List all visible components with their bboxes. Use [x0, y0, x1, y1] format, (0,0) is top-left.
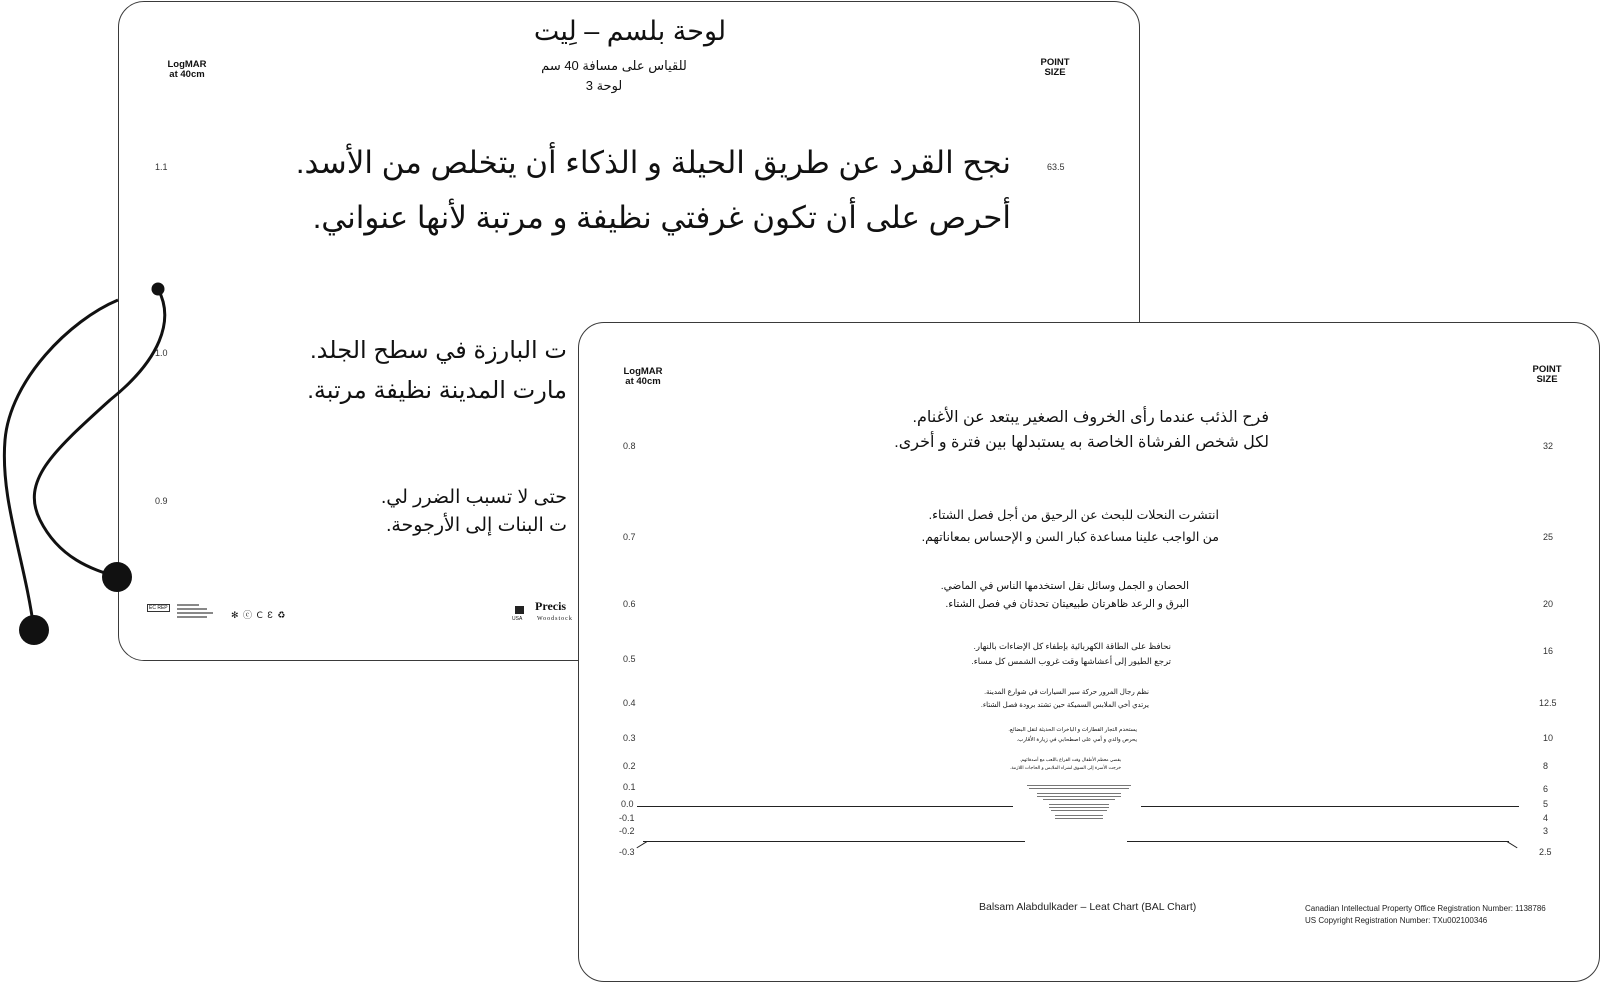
reading-line: يقضي معظم الأطفال وقت الفراغ باللعب مع أصدقائهم. [1020, 757, 1121, 762]
reading-line: ت البنات إلى الأرجوحة. [386, 515, 567, 536]
microprint-block [1019, 783, 1139, 821]
chart-subtitle: للقياس على مسافة 40 سم [541, 58, 687, 73]
baseline-rule [1127, 841, 1509, 842]
point-size-value: 25 [1543, 532, 1554, 542]
cord-end-bead [19, 615, 49, 645]
logmar-label: LogMAR at 40cm [623, 366, 663, 387]
front-chart-card [578, 322, 1600, 982]
point-size-value: 10 [1543, 733, 1554, 743]
reading-line: نظم رجال المرور حركة سير السيارات في شوارع المدينة. [984, 689, 1149, 696]
point-size-value: 5 [1543, 799, 1549, 809]
logmar-value: 0.6 [623, 599, 636, 609]
logmar-value: 0.4 [623, 698, 636, 708]
point-size-value: 32 [1543, 441, 1554, 451]
reading-line: يحرص والدي و أمي على اصطحابي في زيارة الأقارب. [1016, 737, 1137, 743]
baseline-rule [637, 806, 1013, 807]
logmar-value: -0.1 [619, 813, 635, 823]
baseline-rule [1141, 806, 1519, 807]
point-size-value: 8 [1543, 761, 1549, 771]
point-size-value: 63.5 [1047, 162, 1065, 172]
reading-line: أحرص على أن تكون غرفتي نظيفة و مرتبة لأنها عنواني. [312, 200, 1011, 235]
logmar-value: 0.5 [623, 654, 636, 664]
ec-rep-mark: EC REP [149, 605, 168, 611]
logmar-value: 0.2 [623, 761, 636, 771]
reading-line: نجح القرد عن طريق الحيلة و الذكاء أن يتخلص من الأسد. [295, 145, 1011, 180]
point-size-value: 16 [1543, 646, 1554, 656]
reading-line: نحافظ على الطاقة الكهربائية بإطفاء كل الإضاءات بالنهار. [973, 641, 1171, 651]
chart-title: لوحة بلسم – لِيت [533, 16, 727, 46]
chart-footer-title: Balsam Alabdulkader – Leat Chart (BAL Chart) [979, 901, 1197, 913]
point-size-value: 3 [1543, 826, 1549, 836]
point-size-value: 12.5 [1539, 698, 1557, 708]
reading-line: من الواجب علينا مساعدة كبار السن و الإحساس بمعاناتهم. [921, 530, 1219, 544]
cord-end-bead [102, 562, 132, 592]
reading-line: يستخدم التجار القطارات و الباخرات الحديثة لنقل البضائع. [1008, 727, 1137, 733]
logmar-value: 1.1 [155, 162, 168, 172]
reading-line: فرح الذئب عندما رأى الخروف الصغير يبتعد عن الأغنام. [912, 409, 1269, 426]
usa-label: USA [512, 616, 523, 622]
reading-line: البرق و الرعد ظاهرتان طبيعيتان تحدثان في فصل الشتاء. [945, 598, 1189, 610]
reading-line: ترجع الطيور إلى أعشاشها وقت غروب الشمس كل مساء. [971, 656, 1171, 666]
logmar-value: -0.2 [619, 826, 635, 836]
bracket-end [637, 841, 648, 848]
cord-end-bead [152, 283, 165, 296]
reading-line: انتشرت النحلات للبحث عن الرحيق من أجل فصل الشتاء. [928, 508, 1219, 522]
chart-number: لوحة 3 [585, 78, 623, 93]
logmar-value: 1.0 [155, 348, 168, 358]
logmar-value: 0.0 [621, 799, 634, 809]
logmar-value: 0.3 [623, 733, 636, 743]
reading-line: حتى لا تسبب الضرر لي. [380, 487, 567, 508]
logmar-label: LogMAR at 40cm [167, 59, 207, 80]
logmar-value: 0.8 [623, 441, 636, 451]
registration-line: US Copyright Registration Number: TXu002100346 [1305, 916, 1488, 925]
cord-strand [34, 289, 164, 577]
cord-strand [4, 300, 118, 630]
point-size-value: 2.5 [1539, 847, 1552, 857]
ce-mark-icon: ✻ ⓒ Ⅽ Ɛ ♻ [231, 610, 287, 620]
logmar-value: 0.1 [623, 782, 636, 792]
reading-line: الحصان و الجمل وسائل نقل استخدمها الناس في الماضي. [940, 580, 1189, 592]
logmar-value: -0.3 [619, 847, 635, 857]
point-size-value: 6 [1543, 784, 1549, 794]
point-size-label: POINT SIZE [1040, 57, 1070, 78]
brand-name: Precis [535, 599, 567, 613]
brand-location: Woodstock [537, 616, 573, 622]
reading-line: ت البارزة في سطح الجلد. [309, 337, 567, 364]
logmar-value: 0.7 [623, 532, 636, 542]
bracket-end [1507, 841, 1518, 848]
logmar-value: 0.9 [155, 496, 168, 506]
registration-line: Canadian Intellectual Property Office Registration Number: 1138786 [1305, 904, 1546, 913]
point-size-value: 4 [1543, 813, 1549, 823]
baseline-rule [643, 841, 1025, 842]
reading-line: خرجت الأسرة إلى السوق لشراء الملابس و الحاجات اللازمة. [1010, 765, 1121, 770]
point-size-label: POINT SIZE [1532, 364, 1562, 385]
cord-graphic [0, 0, 600, 983]
point-size-value: 20 [1543, 599, 1554, 609]
reading-line: لكل شخص الفرشاة الخاصة به يستبدلها بين فترة و أخرى. [894, 434, 1269, 451]
reading-line: مارت المدينة نظيفة مرتبة. [307, 377, 567, 404]
reading-line: يرتدي أخي الملابس السميكة حين تشتد برودة فصل الشتاء. [980, 702, 1149, 709]
